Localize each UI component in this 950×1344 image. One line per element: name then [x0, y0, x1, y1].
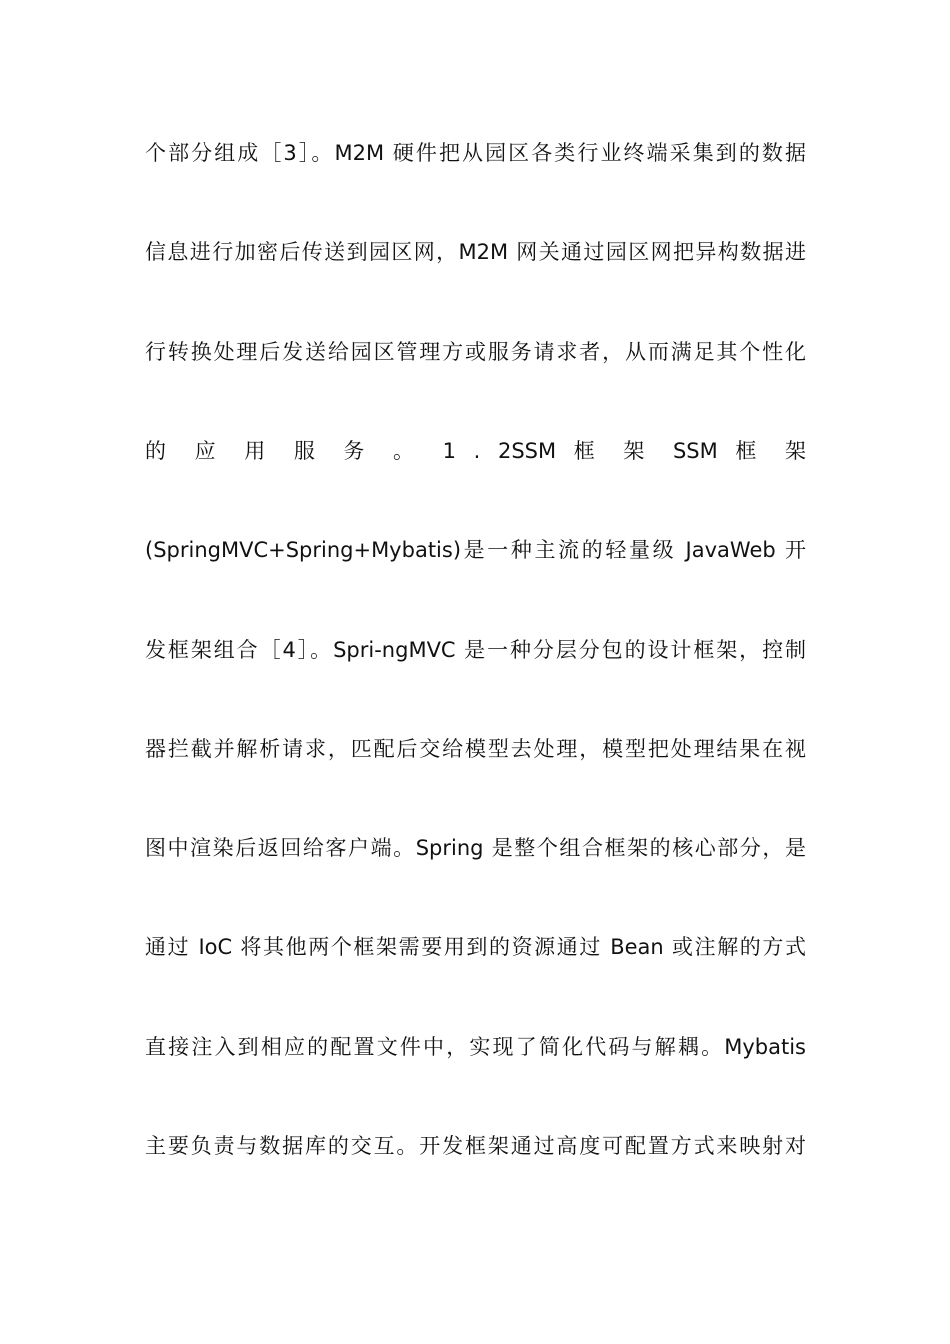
text-line-1: 个部分组成［3］。M2M 硬件把从园区各类行业终端采集到的数据 [145, 141, 806, 165]
text-line-4: 的 应 用 服 务 。 1 . 2SSM 框 架 SSM 框 架 [145, 439, 806, 463]
text-line-2: 信息进行加密后传送到园区网，M2M 网关通过园区网把异构数据进 [145, 240, 806, 264]
text-line-3: 行转换处理后发送给园区管理方或服务请求者，从而满足其个性化 [145, 340, 806, 364]
text-line-6: 发框架组合［4］。Spri-ngMVC 是一种分层分包的设计框架，控制 [145, 638, 806, 662]
text-line-7: 器拦截并解析请求，匹配后交给模型去处理，模型把处理结果在视 [145, 737, 806, 761]
text-line-5: (SpringMVC+Spring+Mybatis)是一种主流的轻量级 JavaWeb 开 [145, 538, 806, 562]
text-line-10: 直接注入到相应的配置文件中，实现了简化代码与解耦。Mybatis [145, 1035, 806, 1059]
text-line-9: 通过 IoC 将其他两个框架需要用到的资源通过 Bean 或注解的方式 [145, 935, 806, 959]
text-line-11: 主要负责与数据库的交互。开发框架通过高度可配置方式来映射对 [145, 1134, 806, 1158]
text-line-8: 图中渲染后返回给客户端。Spring 是整个组合框架的核心部分，是 [145, 836, 806, 860]
